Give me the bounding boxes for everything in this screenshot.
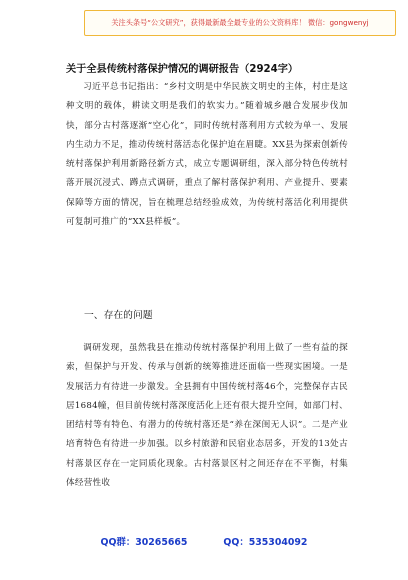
document-title: 关于全县传统村落保护情况的调研报告（2924字） [66, 64, 299, 75]
qq-group-text: QQ群：30265665 [100, 537, 188, 548]
contact-footer [0, 534, 408, 548]
intro-paragraph: 习近平总书记指出：“乡村文明是中华民族文明史的主体，村庄是这种文明的载体，耕读文明是我们的软实力。”随着城乡融合发展步伐加快，部分古村落逐渐“空心化”，同时传统村落利用方式较为单一、发展内生动力不足，推动传统村落活态化保护迫在眉睫。XX县为探索创新传统村落保护利用新路径新方式，成立专题调研组，深入部分特色传统村落开展沉浸式、蹲点式调研，重点了解村落保护利用、产业提升、要素保障等方面的情况，旨在梳理总结经验成效，为传统村落活化利用提供可复制可推广的“XX县样板”。 [66, 82, 348, 228]
section-heading: 一、存在的问题 [84, 310, 153, 321]
promo-banner: 关注头条号“公文研究”，获得最新最全最专业的公文资料库！ 微信：gongwenyj [84, 10, 396, 36]
qq-text: QQ：535304092 [223, 537, 308, 548]
section-paragraph: 调研发现，虽然我县在推动传统村落保护利用上做了一些有益的探索，但保护与开发、传承与创新的统筹推进还面临一些现实困境。一是发展活力有待进一步激发。全县拥有中国传统村落46个，完整保存古民居1684幢，但目前传统村落深度活化上还有很大提升空间，如部门村、团结村等有特色、有潜力的传统村落还是“养在深闺无人识”。二是产业培育特色有待进一步加强。以乡村旅游和民宿业态居多，开发的13处古村落景区存在一定同质化现象。古村落景区村之间还存在不平衡，村集体经营性收 [66, 343, 348, 489]
